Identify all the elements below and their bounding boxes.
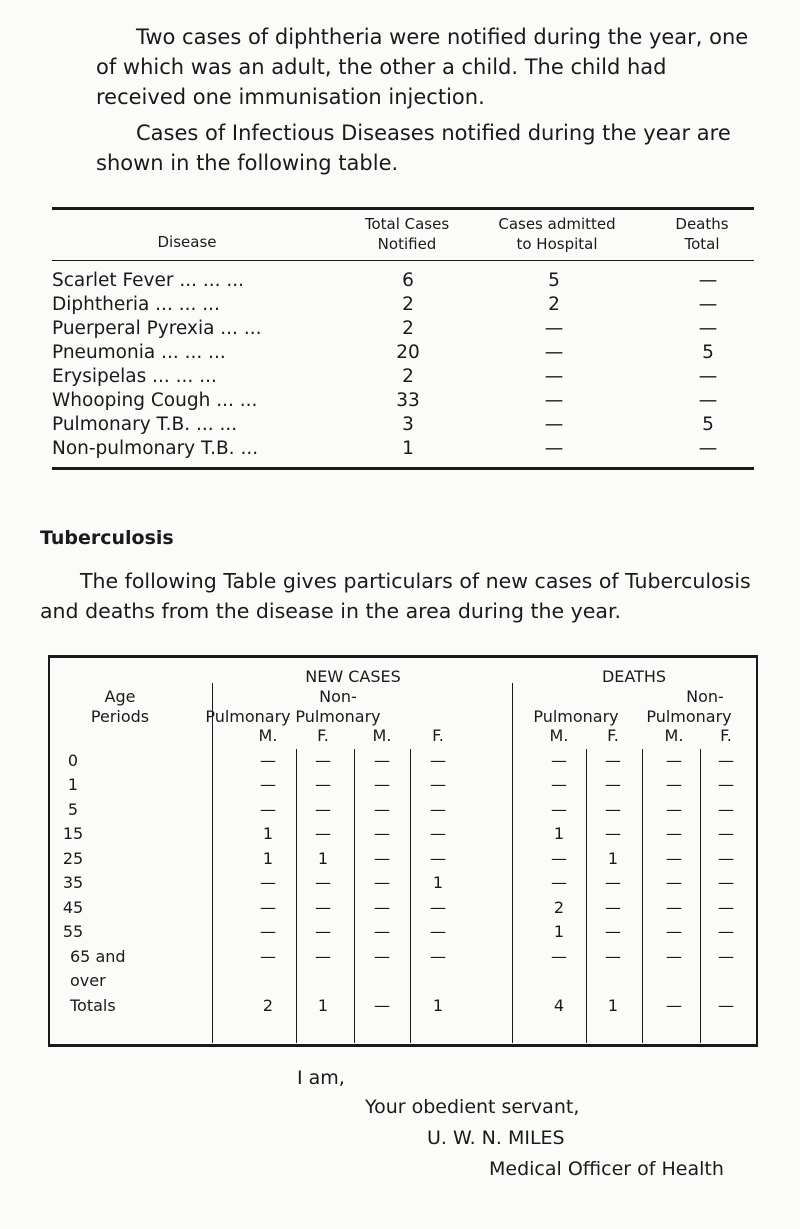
header-new-cases: NEW CASES <box>305 667 401 686</box>
table-cell: 1 <box>317 996 329 1015</box>
table-row <box>50 823 756 845</box>
table-cell: — <box>718 849 734 868</box>
age-period: 65 and <box>70 947 126 966</box>
table-cell: 1 <box>553 922 565 941</box>
age-period: over <box>70 971 106 990</box>
header-new-pulmonary: Pulmonary <box>205 707 291 726</box>
table-row <box>50 897 756 919</box>
table-cell: — <box>605 775 621 794</box>
notified-value: 6 <box>402 270 414 291</box>
disease-name: Non-pulmonary T.B. ... <box>52 438 259 459</box>
table-cell: — <box>430 922 446 941</box>
admitted-value: — <box>544 390 564 411</box>
age-period: Totals <box>70 996 116 1015</box>
header-new-nonpulmonary: Pulmonary <box>295 707 381 726</box>
table-cell: — <box>315 800 331 819</box>
table-cell: — <box>666 775 682 794</box>
table-row <box>52 293 754 317</box>
table-row <box>52 437 754 461</box>
table-top-rule <box>50 655 756 658</box>
table-cell: — <box>551 751 567 770</box>
table-cell: 1 <box>262 824 274 843</box>
table-cell: — <box>551 873 567 892</box>
table-cell: — <box>666 996 682 1015</box>
header-admitted-2: to Hospital <box>516 235 598 253</box>
notified-value: 20 <box>396 342 420 363</box>
table-cell: — <box>374 800 390 819</box>
table-cell: — <box>666 751 682 770</box>
deaths-value: — <box>698 318 718 339</box>
header-notified-1: Total Cases <box>364 215 450 233</box>
table-row <box>50 750 756 772</box>
table-bottom-rule <box>50 1044 756 1047</box>
table-row <box>50 872 756 894</box>
table-cell: — <box>605 898 621 917</box>
table-cell: — <box>374 996 390 1015</box>
header-deaths-nonpulmonary: Pulmonary <box>646 707 732 726</box>
table-cell: — <box>315 898 331 917</box>
header-male: M. <box>372 726 392 745</box>
deaths-value: — <box>698 438 718 459</box>
header-deaths-pulmonary: Pulmonary <box>533 707 619 726</box>
table-cell: — <box>260 751 276 770</box>
table-cell: — <box>260 922 276 941</box>
admitted-value: — <box>544 342 564 363</box>
notified-value: 33 <box>396 390 420 411</box>
table-cell: 1 <box>607 996 619 1015</box>
tb-paragraph: The following Table gives particulars of new cases of Tuberculosis and deaths from the disease in the area during the year. <box>40 569 751 623</box>
header-male: M. <box>664 726 684 745</box>
disease-name: Diphtheria ... ... ... <box>52 294 220 315</box>
deaths-value: — <box>698 294 718 315</box>
age-period: 5 <box>67 800 79 819</box>
age-period: 15 <box>62 824 84 843</box>
signatory-name: U. W. N. MILES <box>427 1127 565 1149</box>
table-cell: — <box>374 824 390 843</box>
table-cell: 1 <box>432 873 444 892</box>
table-cell: — <box>260 873 276 892</box>
table-cell: 4 <box>553 996 565 1015</box>
deaths-value: — <box>698 270 718 291</box>
table-cell: — <box>666 898 682 917</box>
table-cell: — <box>666 800 682 819</box>
table-cell: — <box>718 996 734 1015</box>
table-cell: 2 <box>553 898 565 917</box>
table-cell: — <box>718 947 734 966</box>
table-cell: — <box>605 800 621 819</box>
age-period: 0 <box>67 751 79 770</box>
table-cell: — <box>605 922 621 941</box>
admitted-value: — <box>544 366 564 387</box>
admitted-value: — <box>544 438 564 459</box>
table-cell: — <box>718 775 734 794</box>
table-cell: — <box>718 873 734 892</box>
table-row <box>50 848 756 870</box>
closing-line: I am, <box>297 1067 345 1089</box>
table-cell: — <box>315 824 331 843</box>
notified-value: 1 <box>402 438 414 459</box>
table-cell: — <box>374 922 390 941</box>
table-cell: — <box>551 800 567 819</box>
table-cell: — <box>430 775 446 794</box>
header-female: F. <box>317 726 329 745</box>
table-cell: — <box>260 947 276 966</box>
header-age-1: Age <box>104 687 136 706</box>
intro-paragraph-2: Cases of Infectious Diseases notified during the year are shown in the following table. <box>96 121 731 175</box>
admitted-value: — <box>544 414 564 435</box>
deaths-value: — <box>698 366 718 387</box>
signatory-title: Medical Officer of Health <box>489 1158 724 1180</box>
table-cell: — <box>718 800 734 819</box>
table-cell: — <box>374 849 390 868</box>
table-cell: — <box>315 873 331 892</box>
header-admitted-1: Cases admitted <box>498 215 616 233</box>
table-cell: — <box>551 947 567 966</box>
table-cell: — <box>430 800 446 819</box>
notified-value: 2 <box>402 294 414 315</box>
table-cell: — <box>718 751 734 770</box>
table-cell: — <box>374 873 390 892</box>
deaths-value: — <box>698 390 718 411</box>
table-cell: — <box>430 824 446 843</box>
tuberculosis-table <box>48 655 758 1047</box>
header-deaths-non: Non- <box>686 687 724 706</box>
table-cell: — <box>666 824 682 843</box>
header-deaths: DEATHS <box>601 667 667 686</box>
disease-name: Pneumonia ... ... ... <box>52 342 226 363</box>
table-row <box>52 365 754 389</box>
table-cell: — <box>430 849 446 868</box>
table-row <box>50 970 756 992</box>
table-cell: — <box>315 922 331 941</box>
header-deaths-1: Deaths <box>675 215 729 233</box>
table-cell: — <box>374 751 390 770</box>
table-cell: — <box>260 898 276 917</box>
age-period: 35 <box>62 873 84 892</box>
header-female: F. <box>720 726 732 745</box>
infectious-diseases-table <box>52 207 754 470</box>
table-cell: — <box>666 873 682 892</box>
disease-name: Puerperal Pyrexia ... ... <box>52 318 262 339</box>
disease-name: Erysipelas ... ... ... <box>52 366 217 387</box>
header-male: M. <box>258 726 278 745</box>
table-cell: 1 <box>607 849 619 868</box>
disease-name: Scarlet Fever ... ... ... <box>52 270 245 291</box>
table-cell: 2 <box>262 996 274 1015</box>
table-cell: — <box>315 775 331 794</box>
table-row <box>50 995 756 1017</box>
age-period: 55 <box>62 922 84 941</box>
table-row <box>52 389 754 413</box>
table-row <box>52 269 754 293</box>
table-cell: — <box>374 898 390 917</box>
table-cell: — <box>605 873 621 892</box>
disease-name: Whooping Cough ... ... <box>52 390 258 411</box>
header-notified-2: Notified <box>377 235 437 253</box>
table-cell: — <box>551 849 567 868</box>
header-female: F. <box>607 726 619 745</box>
table-cell: — <box>260 775 276 794</box>
table-cell: 1 <box>317 849 329 868</box>
table-cell: — <box>315 947 331 966</box>
table-cell: — <box>605 824 621 843</box>
notified-value: 2 <box>402 366 414 387</box>
table-cell: — <box>374 947 390 966</box>
table-cell: — <box>666 849 682 868</box>
table-cell: — <box>605 751 621 770</box>
deaths-value: 5 <box>702 342 714 363</box>
table-row <box>50 799 756 821</box>
table-cell: 1 <box>432 996 444 1015</box>
section-heading: Tuberculosis <box>40 527 174 549</box>
header-age-2: Periods <box>90 707 150 726</box>
table-cell: — <box>260 800 276 819</box>
table-row <box>50 946 756 968</box>
table-cell: — <box>718 824 734 843</box>
header-deaths-2: Total <box>684 235 720 253</box>
age-period: 25 <box>62 849 84 868</box>
table-cell: — <box>374 775 390 794</box>
table-cell: — <box>718 898 734 917</box>
table-cell: 1 <box>553 824 565 843</box>
table-cell: 1 <box>262 849 274 868</box>
table-cell: — <box>718 922 734 941</box>
disease-name: Pulmonary T.B. ... ... <box>52 414 238 435</box>
table-header <box>52 210 754 260</box>
intro-paragraph-1: Two cases of diphtheria were notified during the year, one of which was an adult, the other a child. The child had received one immunisation injection. <box>96 25 749 109</box>
table-cell: — <box>315 751 331 770</box>
table-row <box>52 317 754 341</box>
table-row <box>50 774 756 796</box>
table-body <box>52 269 754 461</box>
age-period: 1 <box>67 775 79 794</box>
notified-value: 3 <box>402 414 414 435</box>
table-row <box>50 921 756 943</box>
table-cell: — <box>551 775 567 794</box>
table-row <box>52 413 754 437</box>
admitted-value: — <box>544 318 564 339</box>
table-row <box>52 341 754 365</box>
table-cell: — <box>605 947 621 966</box>
table-bottom-rule <box>52 467 754 470</box>
closing-servant: Your obedient servant, <box>365 1096 580 1118</box>
notified-value: 2 <box>402 318 414 339</box>
header-male: M. <box>549 726 569 745</box>
header-female: F. <box>432 726 444 745</box>
admitted-value: 2 <box>548 294 560 315</box>
table-cell: — <box>430 751 446 770</box>
admitted-value: 5 <box>548 270 560 291</box>
table-cell: — <box>430 898 446 917</box>
table-cell: — <box>666 947 682 966</box>
table-cell: — <box>430 947 446 966</box>
header-new-non: Non- <box>319 687 357 706</box>
deaths-value: 5 <box>702 414 714 435</box>
header-disease: Disease <box>157 233 217 251</box>
table-cell: — <box>666 922 682 941</box>
age-period: 45 <box>62 898 84 917</box>
